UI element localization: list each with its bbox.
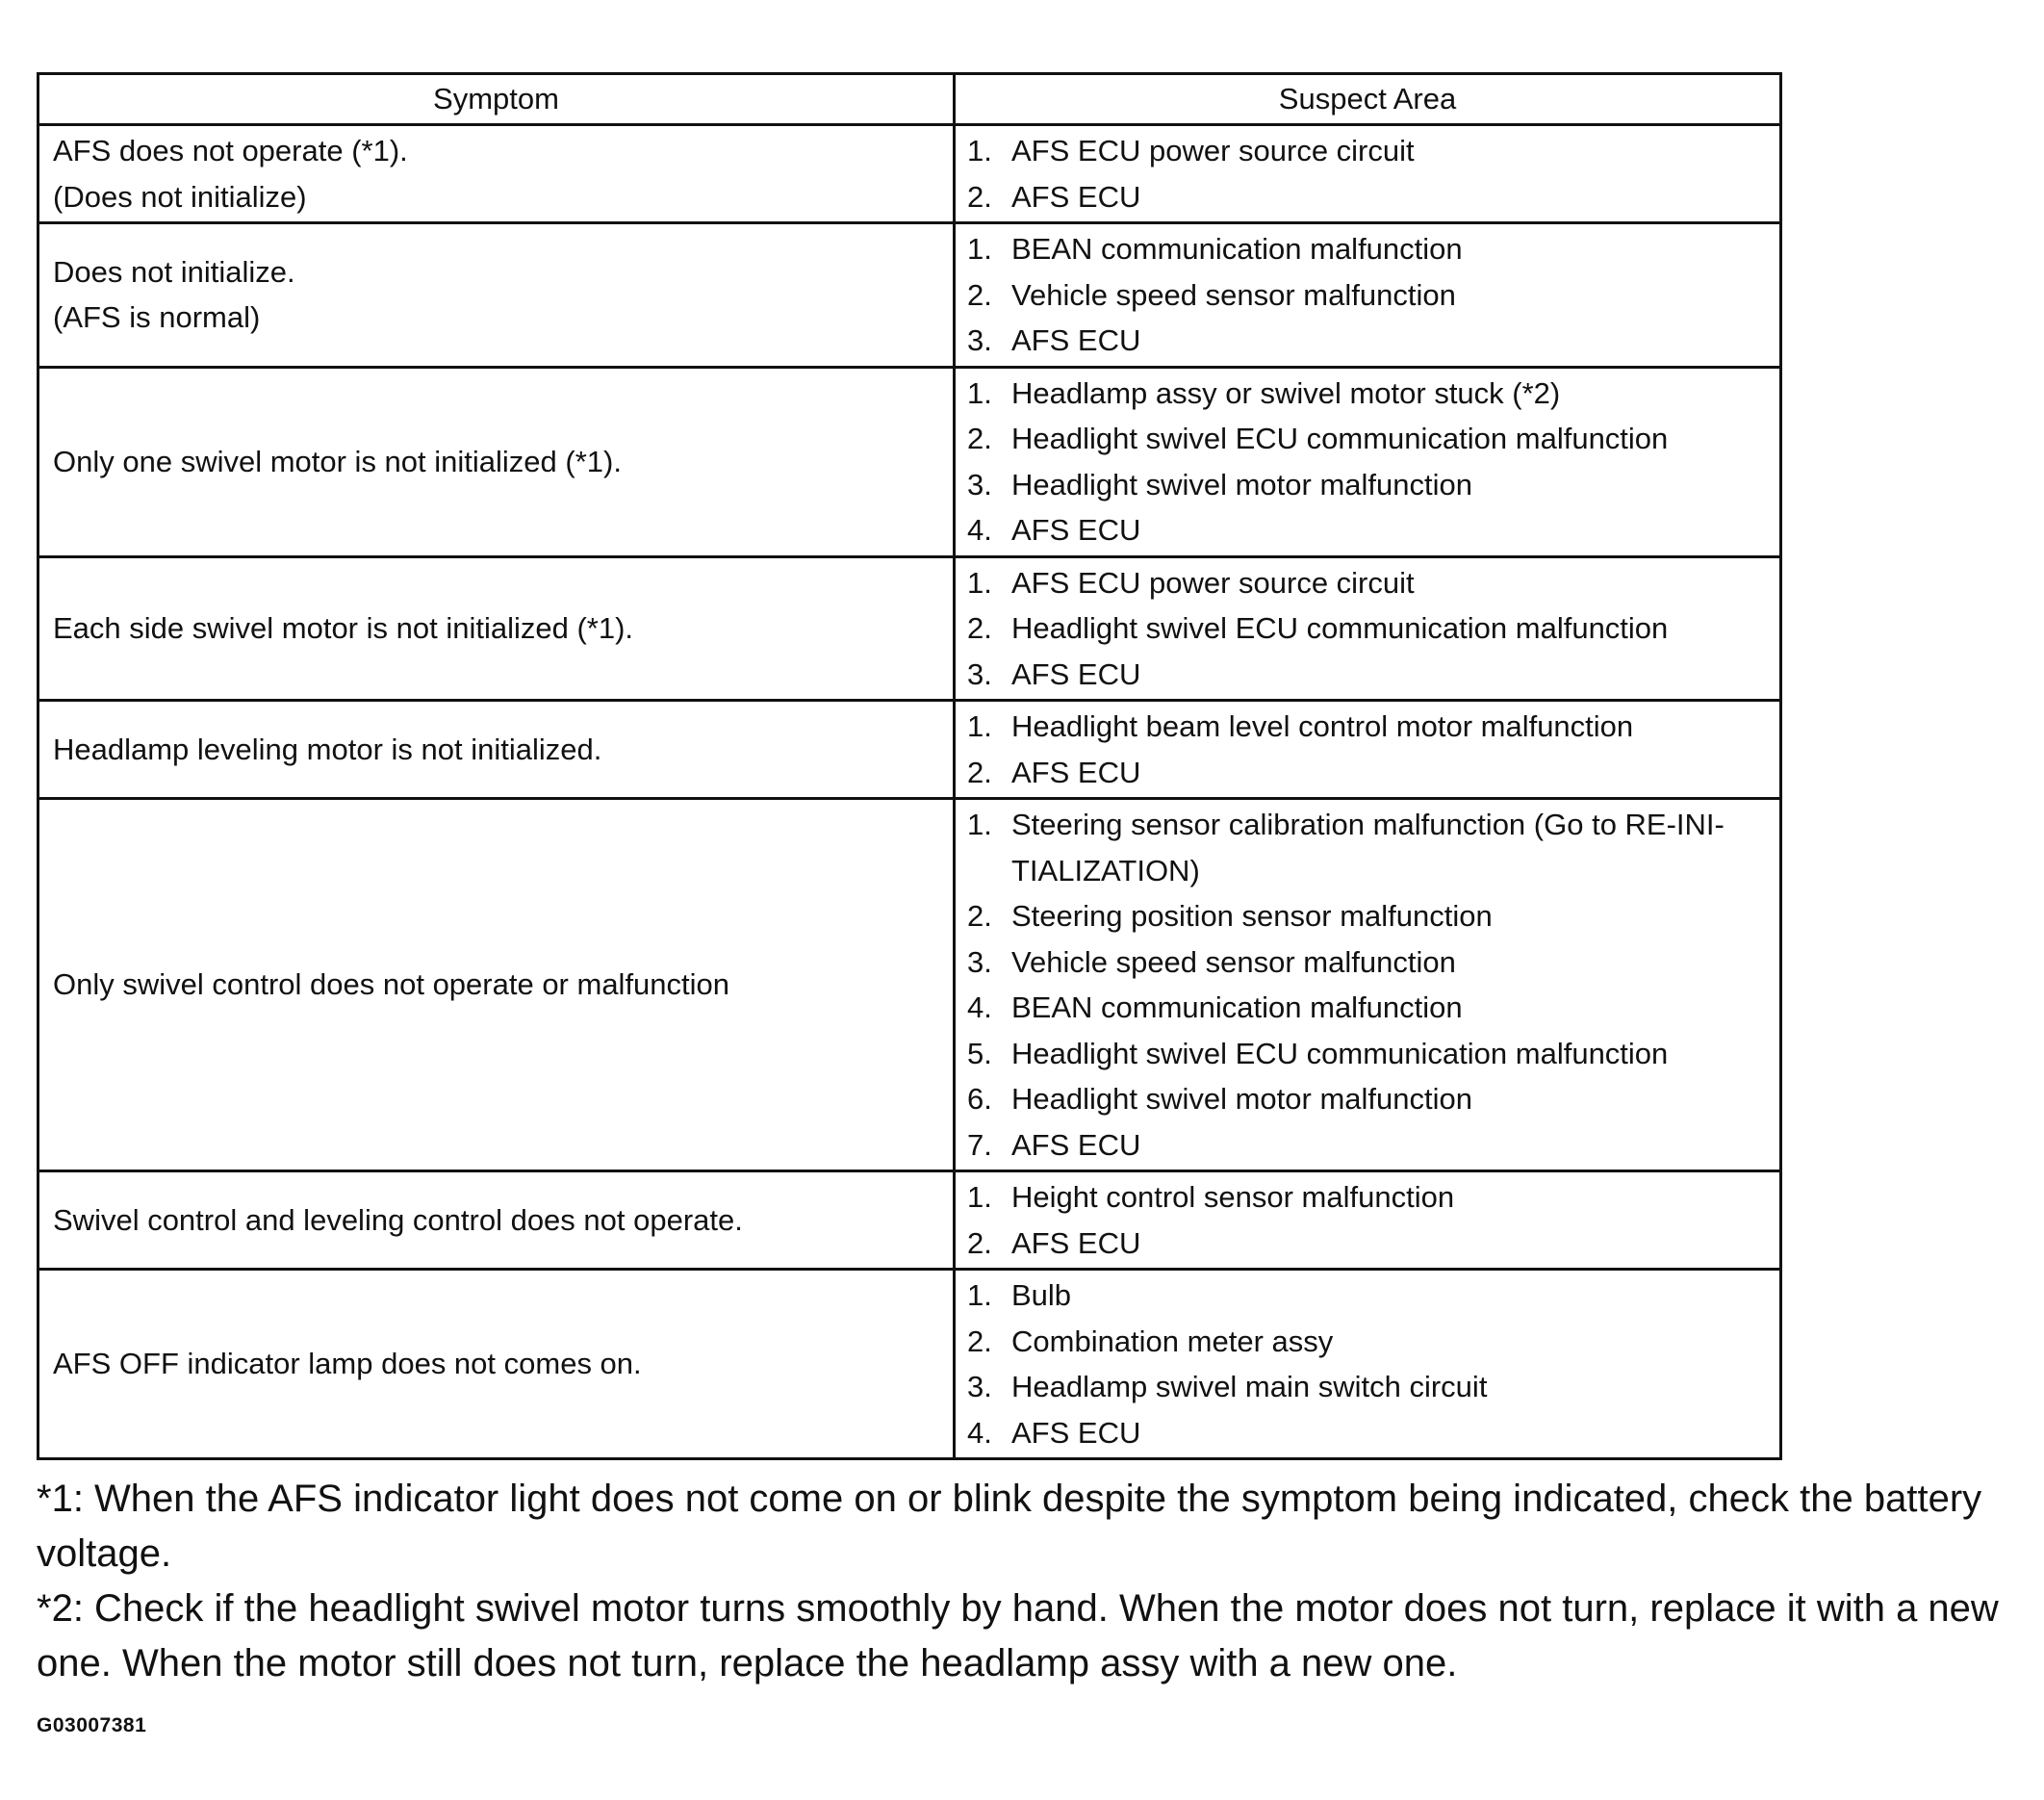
table-row: [38, 1270, 1781, 1459]
suspect-item: [967, 802, 1770, 893]
footnote-1: *1: When the AFS indicator light does not come on or blink despite the symptom being indicated, check the battery voltage.: [37, 1478, 1982, 1575]
suspect-area-cell: [955, 1171, 1781, 1270]
suspect-item-text: Vehicle speed sensor malfunction: [1011, 944, 1456, 979]
suspect-item-text: Bulb: [1011, 1278, 1072, 1312]
suspect-item-text: Headlight swivel ECU communication malfunction: [1011, 611, 1669, 645]
suspect-item-text: AFS ECU: [1011, 179, 1141, 214]
header-symptom: Symptom: [38, 74, 955, 125]
symptom-text: (Does not initialize): [53, 179, 307, 214]
suspect-item-number: 3.: [967, 467, 992, 501]
suspect-item: [967, 605, 1770, 652]
suspect-item-number: 2.: [967, 422, 992, 455]
suspect-area-cell: [955, 125, 1781, 223]
suspect-item: [967, 462, 1770, 508]
symptom-text: Each side swivel motor is not initialized (*1).: [53, 611, 634, 645]
suspect-list: [967, 704, 1770, 795]
suspect-item-number: 6.: [967, 1082, 992, 1116]
table-row: [38, 799, 1781, 1171]
symptom-table: [37, 72, 1782, 1460]
suspect-area-cell: [955, 799, 1781, 1171]
table-row: [38, 701, 1781, 799]
suspect-item-number: 4.: [967, 1415, 992, 1450]
suspect-item-number: 7.: [967, 1127, 992, 1162]
suspect-item-number: 3.: [967, 656, 992, 691]
suspect-item: [967, 560, 1770, 606]
suspect-item-number: 2.: [967, 899, 992, 933]
suspect-item: [967, 507, 1770, 553]
symptom-text: Swivel control and leveling control does not operate.: [53, 1202, 743, 1237]
suspect-item-number: 5.: [967, 1036, 992, 1070]
suspect-item: [967, 226, 1770, 272]
suspect-item-text: Headlight swivel ECU communication malfunction: [1011, 1036, 1669, 1070]
suspect-item: [967, 1031, 1770, 1077]
table-row: [38, 223, 1781, 368]
suspect-item: [967, 272, 1770, 319]
symptom-cell: [38, 701, 955, 799]
symptom-cell: [38, 1270, 955, 1459]
suspect-item-text: Headlamp swivel main switch circuit: [1011, 1370, 1488, 1403]
suspect-area-cell: [955, 1270, 1781, 1459]
symptom-text: Headlamp leveling motor is not initialized.: [53, 732, 602, 766]
suspect-area-cell: [955, 367, 1781, 556]
suspect-item-text: AFS ECU: [1011, 1127, 1141, 1162]
suspect-item-number: 1.: [967, 1278, 992, 1312]
suspect-item-text: AFS ECU: [1011, 1225, 1141, 1260]
suspect-item-number: 3.: [967, 323, 992, 357]
symptom-text: Only swivel control does not operate or malfunction: [53, 967, 730, 1002]
suspect-item: [967, 939, 1770, 986]
suspect-list: [967, 1174, 1770, 1266]
figure-code: G03007381: [37, 1714, 147, 1736]
suspect-item-number: 2.: [967, 277, 992, 312]
suspect-item-number: 2.: [967, 611, 992, 645]
table-body: [38, 125, 1781, 1459]
symptom-text: Only one swivel motor is not initialized (*1).: [53, 444, 622, 478]
suspect-item: [967, 128, 1770, 174]
suspect-item-number: 1.: [967, 134, 992, 167]
suspect-list: [967, 226, 1770, 364]
suspect-item-number: 1.: [967, 565, 992, 600]
suspect-item-text: BEAN communication malfunction: [1011, 232, 1463, 266]
suspect-item-number: 2.: [967, 1225, 992, 1260]
suspect-item: [967, 750, 1770, 796]
symptom-cell: [38, 1171, 955, 1270]
footnotes: [37, 1472, 2029, 1691]
suspect-list: [967, 371, 1770, 553]
suspect-item-text: Combination meter assy: [1011, 1324, 1334, 1358]
symptom-cell: [38, 556, 955, 701]
suspect-item: [967, 416, 1770, 462]
symptom-table-container: [37, 72, 1779, 1460]
suspect-item-text: AFS ECU power source circuit: [1011, 134, 1415, 167]
suspect-area-cell: [955, 223, 1781, 368]
suspect-item-text: AFS ECU: [1011, 656, 1141, 691]
symptom-cell: [38, 799, 955, 1171]
suspect-item: [967, 1076, 1770, 1122]
table-row: [38, 1171, 1781, 1270]
suspect-item-text: AFS ECU: [1011, 323, 1141, 357]
suspect-item-text: BEAN communication malfunction: [1011, 990, 1463, 1024]
table-row: [38, 367, 1781, 556]
table-row: [38, 125, 1781, 223]
suspect-item: [967, 1273, 1770, 1319]
suspect-item-number: 1.: [967, 808, 992, 841]
suspect-item-text: AFS ECU: [1011, 513, 1141, 547]
symptom-cell: [38, 367, 955, 556]
suspect-item-number: 1.: [967, 375, 992, 410]
suspect-item-number: 3.: [967, 1370, 992, 1403]
suspect-item-text: Headlight beam level control motor malfunction: [1011, 709, 1634, 743]
suspect-item: [967, 1122, 1770, 1169]
suspect-item: [967, 704, 1770, 750]
suspect-list: [967, 1273, 1770, 1455]
symptom-text: AFS OFF indicator lamp does not comes on.: [53, 1347, 642, 1381]
table-header-row: [38, 74, 1781, 125]
suspect-item-number: 1.: [967, 1180, 992, 1214]
suspect-item-text: Headlight swivel motor malfunction: [1011, 467, 1472, 501]
suspect-item: [967, 1221, 1770, 1267]
symptom-text: (AFS is normal): [53, 300, 261, 335]
suspect-item: [967, 893, 1770, 939]
suspect-area-cell: [955, 701, 1781, 799]
suspect-item-text: Steering position sensor malfunction: [1011, 899, 1493, 933]
suspect-item: [967, 985, 1770, 1031]
suspect-item-number: 2.: [967, 1324, 992, 1358]
suspect-item: [967, 174, 1770, 220]
suspect-item: [967, 1174, 1770, 1221]
suspect-item-number: 2.: [967, 755, 992, 789]
suspect-list: [967, 128, 1770, 219]
suspect-item-text: Height control sensor malfunction: [1011, 1180, 1455, 1214]
symptom-text: Does not initialize.: [53, 254, 295, 289]
suspect-item-number: 1.: [967, 232, 992, 266]
header-suspect-area: Suspect Area: [955, 74, 1781, 125]
symptom-cell: [38, 125, 955, 223]
suspect-list: [967, 802, 1770, 1168]
suspect-item-text: AFS ECU: [1011, 755, 1141, 789]
suspect-item: [967, 371, 1770, 417]
suspect-item: [967, 318, 1770, 364]
suspect-item: [967, 1410, 1770, 1456]
suspect-item-number: 2.: [967, 179, 992, 214]
suspect-item-text: Headlight swivel motor malfunction: [1011, 1082, 1472, 1116]
symptom-text: AFS does not operate (*1).: [53, 134, 408, 167]
suspect-item-number: 4.: [967, 513, 992, 547]
suspect-item-text: AFS ECU: [1011, 1415, 1141, 1450]
suspect-item-text: Headlamp assy or swivel motor stuck (*2): [1011, 375, 1561, 410]
footnote-2: *2: Check if the headlight swivel motor turns smoothly by hand. When the motor does not turn, replace it with a new one. When the motor still does not turn, replace the headlamp assy with a new one.: [37, 1587, 1999, 1684]
suspect-list: [967, 560, 1770, 698]
symptom-cell: [38, 223, 955, 368]
suspect-item-text: Vehicle speed sensor malfunction: [1011, 277, 1456, 312]
suspect-area-cell: [955, 556, 1781, 701]
table-row: [38, 556, 1781, 701]
suspect-item-number: 3.: [967, 944, 992, 979]
suspect-item: [967, 652, 1770, 698]
suspect-item: [967, 1319, 1770, 1365]
suspect-item-number: 1.: [967, 709, 992, 743]
suspect-item-text: Headlight swivel ECU communication malfunction: [1011, 422, 1669, 455]
suspect-item-text: AFS ECU power source circuit: [1011, 565, 1415, 600]
suspect-item-number: 4.: [967, 990, 992, 1024]
suspect-item-text: Steering sensor calibration malfunction (Go to RE-INI-TIALIZATION): [1011, 808, 1725, 887]
suspect-item: [967, 1364, 1770, 1410]
